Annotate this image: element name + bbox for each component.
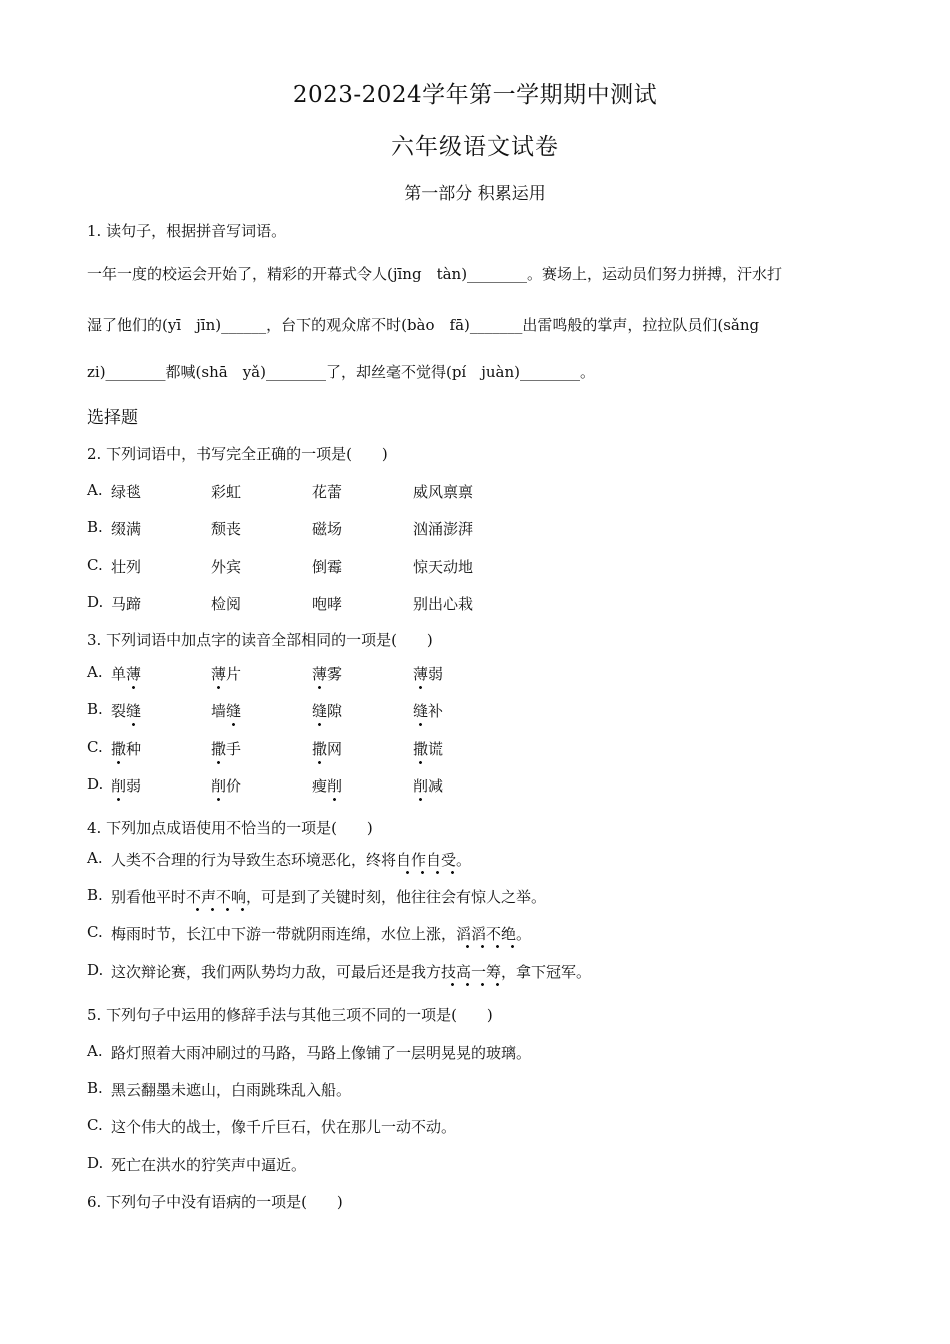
option-word bbox=[312, 775, 342, 802]
dotted-character: 缝 bbox=[126, 700, 141, 727]
option-word: 花蕾 bbox=[312, 483, 343, 501]
option-letter: D. bbox=[87, 1154, 104, 1172]
option-letter: B. bbox=[87, 518, 103, 536]
option-letter: A. bbox=[87, 481, 103, 499]
character: 瘦 bbox=[312, 777, 328, 795]
option-word: 汹涌澎湃 bbox=[413, 520, 474, 538]
character: 弱 bbox=[428, 665, 444, 683]
character: 补 bbox=[428, 702, 444, 720]
option-word: 缀满 bbox=[111, 520, 142, 538]
option-word: 咆哮 bbox=[312, 595, 343, 613]
option-word: 彩虹 bbox=[211, 483, 242, 501]
option-word: 颓丧 bbox=[211, 520, 242, 538]
dotted-idiom: 不声不响 bbox=[186, 888, 246, 912]
part-heading: 第一部分 积累运用 bbox=[404, 184, 546, 204]
sentence-text: ，可是到了关键时刻，他往往会有惊人之举。 bbox=[246, 888, 547, 906]
option-letter: B. bbox=[87, 1079, 103, 1097]
dotted-character: 薄 bbox=[413, 663, 428, 690]
option-word: 外宾 bbox=[211, 558, 242, 576]
option-word: 威风禀禀 bbox=[413, 483, 474, 501]
character: 单 bbox=[111, 665, 127, 683]
dotted-character: 缝 bbox=[226, 700, 241, 727]
option-word bbox=[413, 700, 443, 727]
character: 减 bbox=[428, 777, 444, 795]
option-word bbox=[111, 775, 141, 802]
option-sentence: 路灯照着大雨冲刷过的马路，马路上像铺了一层明晃晃的玻璃。 bbox=[111, 1044, 532, 1062]
character: 裂 bbox=[111, 702, 127, 720]
character: 谎 bbox=[428, 740, 444, 758]
character: 网 bbox=[327, 740, 343, 758]
option-word: 壮列 bbox=[111, 558, 142, 576]
sentence-text: 梅雨时节，长江中下游一带就阴雨连绵，水位上涨， bbox=[111, 925, 457, 943]
question-3-stem: 3. 下列词语中加点字的读音全部相同的一项是( ) bbox=[87, 631, 433, 649]
option-word bbox=[413, 775, 443, 802]
dotted-character: 撒 bbox=[413, 738, 428, 765]
option-word bbox=[413, 738, 443, 765]
option-letter: B. bbox=[87, 700, 103, 718]
option-letter: C. bbox=[87, 738, 103, 756]
dotted-character: 撒 bbox=[211, 738, 226, 765]
exam-title: 2023-2024学年第一学期期中测试 bbox=[292, 82, 658, 108]
option-word bbox=[211, 700, 241, 727]
option-sentence bbox=[111, 849, 471, 870]
exam-subtitle: 六年级语文试卷 bbox=[391, 134, 559, 160]
dotted-character: 削 bbox=[327, 775, 342, 802]
character: 墙 bbox=[211, 702, 227, 720]
option-letter: D. bbox=[87, 775, 104, 793]
dotted-character: 撒 bbox=[312, 738, 327, 765]
option-word bbox=[211, 663, 241, 690]
sentence-text: ，拿下冠军。 bbox=[501, 963, 592, 981]
option-word bbox=[111, 700, 141, 727]
option-letter: C. bbox=[87, 1116, 103, 1134]
option-sentence: 黑云翻墨未遮山，白雨跳珠乱入船。 bbox=[111, 1081, 352, 1099]
option-word bbox=[312, 700, 342, 727]
option-letter: A. bbox=[87, 849, 103, 867]
option-word bbox=[312, 738, 342, 765]
section-heading: 选择题 bbox=[87, 408, 138, 428]
option-letter: A. bbox=[87, 1042, 103, 1060]
sentence-text: 别看他平时 bbox=[111, 888, 187, 906]
option-word bbox=[111, 738, 141, 765]
character: 雾 bbox=[327, 665, 343, 683]
option-letter: A. bbox=[87, 663, 103, 681]
option-letter: C. bbox=[87, 923, 103, 941]
character: 手 bbox=[226, 740, 242, 758]
sentence-text: 这次辩论赛，我们两队势均力敌，可最后还是我方 bbox=[111, 963, 442, 981]
sentence-text: 。 bbox=[516, 925, 532, 943]
option-letter: D. bbox=[87, 961, 104, 979]
option-letter: D. bbox=[87, 593, 104, 611]
question-1-line-1: 一年一度的校运会开始了，精彩的开幕式令人(jīng tàn)________。赛场上，运动员们努力拼搏，汗水打 bbox=[87, 265, 783, 283]
option-word: 倒霉 bbox=[312, 558, 343, 576]
option-word: 别出心栽 bbox=[413, 595, 474, 613]
dotted-character: 削 bbox=[111, 775, 126, 802]
character: 弱 bbox=[126, 777, 142, 795]
dotted-idiom: 技高一筹 bbox=[441, 963, 501, 987]
option-letter: C. bbox=[87, 556, 103, 574]
character: 片 bbox=[226, 665, 242, 683]
character: 种 bbox=[126, 740, 142, 758]
question-4-stem: 4. 下列加点成语使用不恰当的一项是( ) bbox=[87, 819, 373, 837]
question-5-stem: 5. 下列句子中运用的修辞手法与其他三项不同的一项是( ) bbox=[87, 1006, 493, 1024]
option-word bbox=[111, 663, 141, 690]
option-word: 磁场 bbox=[312, 520, 343, 538]
character: 价 bbox=[226, 777, 242, 795]
option-sentence bbox=[111, 961, 591, 982]
dotted-idiom: 自作自受 bbox=[396, 851, 456, 875]
question-1-stem: 1. 读句子，根据拼音写词语。 bbox=[87, 222, 287, 240]
option-sentence bbox=[111, 923, 531, 944]
option-sentence: 这个伟大的战士，像千斤巨石，伏在那儿一动不动。 bbox=[111, 1118, 457, 1136]
dotted-character: 薄 bbox=[211, 663, 226, 690]
dotted-character: 薄 bbox=[126, 663, 141, 690]
option-sentence: 死亡在洪水的狞笑声中逼近。 bbox=[111, 1156, 307, 1174]
dotted-character: 撒 bbox=[111, 738, 126, 765]
option-word bbox=[211, 738, 241, 765]
question-2-stem: 2. 下列词语中，书写完全正确的一项是( ) bbox=[87, 445, 388, 463]
question-6-stem: 6. 下列句子中没有语病的一项是( ) bbox=[87, 1193, 343, 1211]
option-sentence bbox=[111, 886, 546, 907]
sentence-text: 。 bbox=[456, 851, 472, 869]
question-1-line-3: zi)________都喊(shā yǎ)________了，却丝毫不觉得(pí juàn)________。 bbox=[87, 363, 595, 381]
dotted-character: 削 bbox=[413, 775, 428, 802]
character: 隙 bbox=[327, 702, 343, 720]
option-word: 绿毯 bbox=[111, 483, 142, 501]
option-word: 检阅 bbox=[211, 595, 242, 613]
option-word: 马蹄 bbox=[111, 595, 142, 613]
dotted-character: 削 bbox=[211, 775, 226, 802]
option-word bbox=[211, 775, 241, 802]
question-1-line-2: 湿了他们的(yī jīn)______，台下的观众席不时(bào fā)_______出雷鸣般的掌声，拉拉队员们(sǎng bbox=[87, 316, 760, 334]
option-word bbox=[312, 663, 342, 690]
option-letter: B. bbox=[87, 886, 103, 904]
option-word: 惊天动地 bbox=[413, 558, 474, 576]
dotted-character: 薄 bbox=[312, 663, 327, 690]
option-word bbox=[413, 663, 443, 690]
dotted-character: 缝 bbox=[413, 700, 428, 727]
dotted-character: 缝 bbox=[312, 700, 327, 727]
sentence-text: 人类不合理的行为导致生态环境恶化，终将 bbox=[111, 851, 397, 869]
dotted-idiom: 滔滔不绝 bbox=[456, 925, 516, 949]
